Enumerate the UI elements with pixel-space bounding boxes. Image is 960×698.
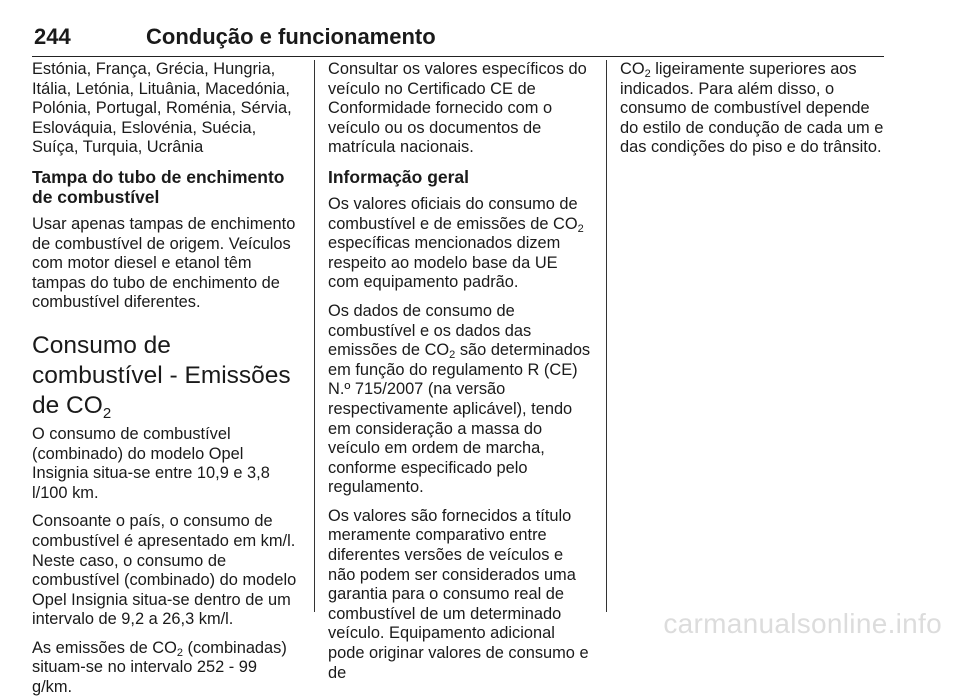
countries-paragraph: Estónia, França, Grécia, Hungria, Itália, Letónia, Lituânia, Macedónia, Polónia, Portugal, Roménia, Sérvia, Eslováquia, Eslovénia, Suécia, Suíça, Turquia, Ucrânia xyxy=(32,60,292,157)
continuation-paragraph xyxy=(620,60,888,158)
combined-consumption-paragraph: O consumo de combustível (combinado) do modelo Opel Insignia situa-se entre 10,9 e 3,8 l/100 km. xyxy=(32,424,270,502)
values-paragraph: Os valores são fornecidos a título meramente comparativo entre diferentes versões de veículos e não podem ser considerados uma garantia para o consumo real de combustível de um determinado veículo. Equipamento adicional pode originar valores de consumo e de xyxy=(328,506,589,682)
data-post: são determinados em função do regulamento R (CE) N.º 715/2007 (na versão respectivamente aplicável), tendo em consideração a massa do veículo em ordem de marcha, conforme especificado pelo regulamento. xyxy=(328,341,591,497)
co2-subscript: 2 xyxy=(176,646,183,659)
country-units-paragraph: Consoante o país, o consumo de combustível é apresentado em km/l. Neste caso, o consumo de combustível (combinado) do modelo Opel Insignia situa-se dentro de um intervalo de 9,2 a 26,3 km/l. xyxy=(32,512,297,629)
general-info-heading: Informação geral xyxy=(328,166,470,187)
page-number: 244 xyxy=(34,24,71,49)
column-3 xyxy=(620,60,888,612)
chapter-title: Condução e funcionamento xyxy=(146,24,436,49)
site-watermark: carmanualsonline.info xyxy=(663,608,942,639)
fuel-cap-heading: Tampa do tubo de enchimento de combustível xyxy=(32,166,285,207)
consumption-heading xyxy=(32,331,300,421)
emissions-text-post: (combinadas) situam-se no intervalo 252 - 99 g/km. xyxy=(32,638,287,697)
page-header xyxy=(32,22,884,57)
consumption-heading-text: Consumo de combustível - Emissões de CO xyxy=(32,331,291,419)
continuation-post: ligeiramente superiores aos indicados. Para além disso, o consumo de combustível depende do estilo de condução de cada um e das condições do piso e do trânsito. xyxy=(620,60,884,157)
continuation-pre: CO xyxy=(620,60,645,78)
official-values-pre: Os valores oficiais do consumo de combustível e de emissões de CO xyxy=(328,194,578,233)
co2-subscript: 2 xyxy=(449,349,456,362)
official-values-post: específicas mencionados dizem respeito ao modelo base da UE com equipamento padrão. xyxy=(328,234,561,292)
emissions-paragraph xyxy=(32,639,300,698)
column-divider-2 xyxy=(606,60,607,612)
data-pre: Os dados de consumo de combustível e os dados das emissões de CO xyxy=(328,301,532,360)
column-1 xyxy=(32,60,300,697)
official-values-paragraph xyxy=(328,195,592,293)
emissions-text-pre: As emissões de CO xyxy=(32,638,177,657)
consult-paragraph: Consultar os valores específicos do veículo no Certificado CE de Conformidade fornecido com o veículo ou os documentos de matrícula nacionais. xyxy=(328,60,587,157)
co2-subscript: 2 xyxy=(577,222,584,235)
co2-subscript: 2 xyxy=(102,404,112,422)
data-paragraph xyxy=(328,302,592,498)
column-divider-1 xyxy=(314,60,315,612)
fuel-cap-paragraph: Usar apenas tampas de enchimento de combustível de origem. Veículos com motor diesel e etanol têm tampas do tubo de enchimento de combustível diferentes. xyxy=(32,214,296,312)
column-2 xyxy=(328,60,592,682)
co2-subscript: 2 xyxy=(644,68,651,80)
